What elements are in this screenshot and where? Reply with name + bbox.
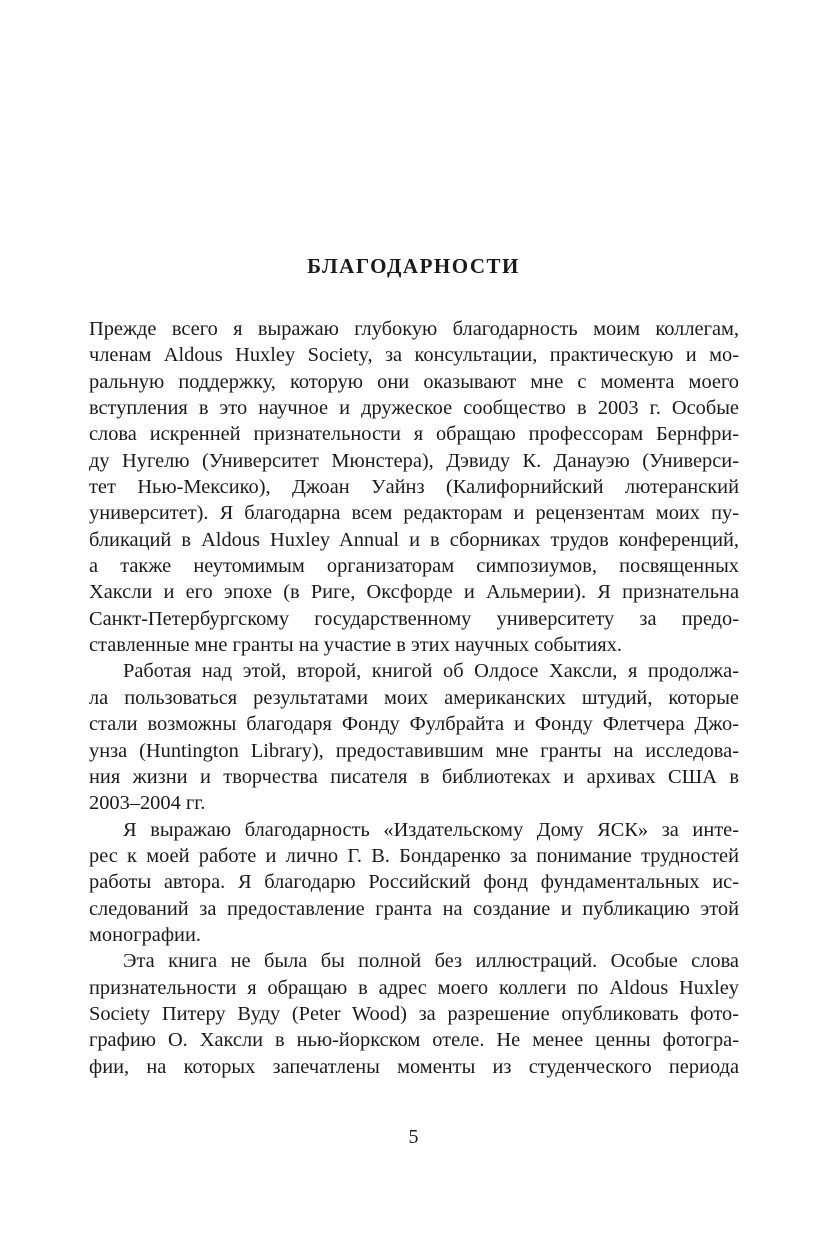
page-number: 5: [408, 1126, 419, 1148]
text-line: Я выражаю благодарность «Издательскому Дому ЯСК» за инте-: [123, 818, 739, 841]
page-title: БЛАГОДАРНОСТИ: [307, 254, 520, 278]
text-line: ла пользоваться результатами моих американских штудий, которые: [89, 686, 739, 709]
text-line: графию О. Хаксли в нью-йоркском отеле. Не менее ценны фотогра-: [89, 1029, 739, 1052]
text-line: вступления в это научное и дружеское сообщество в 2003 г. Особые: [89, 397, 739, 420]
text-line: монографии.: [89, 923, 201, 946]
text-line: университет). Я благодарна всем редакторам и рецензентам моих пу-: [89, 502, 739, 525]
text-line: бликаций в Aldous Huxley Annual и в сборниках трудов конференций,: [89, 528, 739, 551]
text-line: рес к моей работе и лично Г. В. Бондаренко за понимание трудностей: [89, 844, 739, 867]
text-line: Хаксли и его эпохе (в Риге, Оксфорде и Альмерии). Я признательна: [89, 581, 739, 604]
text-line: ду Нугелю (Университет Мюнстера), Дэвиду К. Данауэю (Универси-: [89, 449, 739, 472]
text-line: работы автора. Я благодарю Российский фонд фундаментальных ис-: [89, 871, 739, 894]
text-line: унза (Huntington Library), предоставившим мне гранты на исследова-: [89, 739, 739, 762]
text-line: Работая над этой, второй, книгой об Олдосе Хаксли, я продолжа-: [123, 660, 739, 683]
text-line: 2003–2004 гг.: [89, 792, 206, 815]
text-line: ставленные мне гранты на участие в этих научных событиях.: [89, 634, 622, 657]
text-line: а также неутомимым организаторам симпозиумов, посвященных: [89, 555, 739, 578]
text-line: Прежде всего я выражаю глубокую благодарность моим коллегам,: [89, 318, 739, 340]
text-line: следований за предоставление гранта на создание и публикацию этой: [89, 897, 739, 920]
text-line: тет Нью-Мексико), Джоан Уайнз (Калифорнийский лютеранский: [89, 476, 739, 499]
text-line: стали возможны благодаря Фонду Фулбрайта и Фонду Флетчера Джо-: [89, 713, 739, 736]
text-line: Эта книга не была бы полной без иллюстраций. Особые слова: [123, 950, 739, 973]
text-line: ния жизни и творчества писателя в библиотеках и архивах США в: [89, 765, 739, 788]
text-line: слова искренней признательности я обращаю профессорам Бернфри-: [89, 423, 739, 446]
text-line: ральную поддержку, которую они оказывают мне с момента моего: [89, 370, 739, 393]
text-line: членам Aldous Huxley Society, за консультации, практическую и мо-: [89, 344, 739, 367]
text-line: признательности я обращаю в адрес моего коллеги по Aldous Huxley: [89, 976, 739, 999]
text-line: Society Питеру Вуду (Peter Wood) за разрешение опубликовать фото-: [89, 1002, 739, 1025]
text-line: фии, на которых запечатлены моменты из студенческого периода: [89, 1055, 739, 1078]
text-line: Санкт-Петербургскому государственному университету за предо-: [89, 607, 739, 630]
body-text: [89, 316, 739, 1080]
